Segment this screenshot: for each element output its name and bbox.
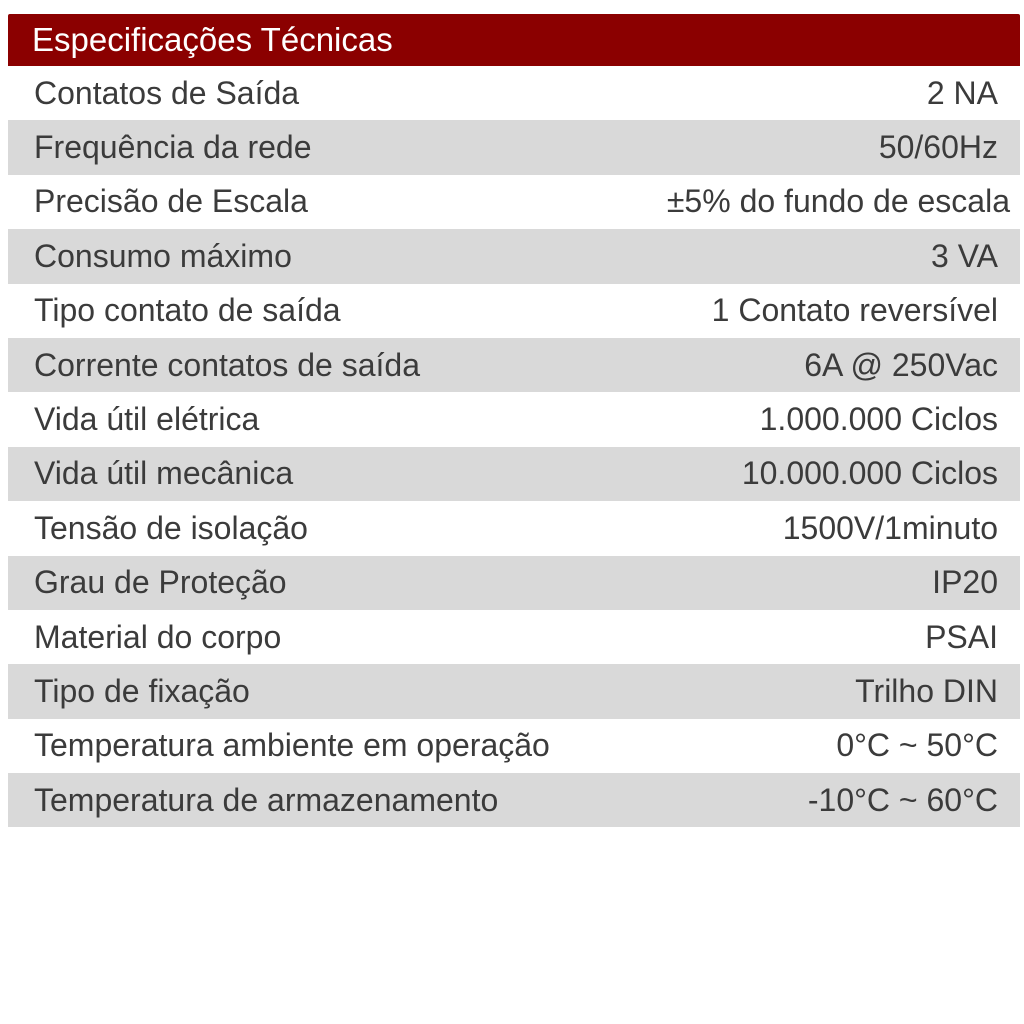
row-value: Trilho DIN [855, 672, 998, 709]
row-value: 1500V/1minuto [782, 509, 998, 546]
row-value: 50/60Hz [878, 129, 998, 166]
row-value: 1.000.000 Ciclos [759, 401, 998, 438]
table-row [8, 175, 1020, 229]
table-row [8, 773, 1020, 827]
table-row [8, 392, 1020, 446]
row-label: Consumo máximo [34, 237, 292, 274]
row-label: Material do corpo [34, 618, 282, 655]
table-row [8, 501, 1020, 555]
spec-rows [8, 66, 1020, 827]
row-label: Tipo de fixação [34, 672, 250, 709]
table-row [8, 284, 1020, 338]
row-label: Grau de Proteção [34, 564, 287, 601]
table-row [8, 229, 1020, 283]
table-row [8, 66, 1020, 120]
table-row [8, 120, 1020, 174]
table-row [8, 664, 1020, 718]
row-label: Tipo contato de saída [34, 292, 341, 329]
row-value: 10.000.000 Ciclos [741, 455, 998, 492]
row-label: Temperatura ambiente em operação [34, 727, 550, 764]
table-title: Especificações Técnicas [8, 14, 1020, 66]
row-label: Corrente contatos de saída [34, 346, 421, 383]
row-label: Tensão de isolação [34, 509, 308, 546]
table-row [8, 719, 1020, 773]
row-value: PSAI [925, 618, 998, 655]
table-row [8, 610, 1020, 664]
row-label: Vida útil mecânica [34, 455, 294, 492]
row-value: 3 VA [931, 237, 998, 274]
table-row [8, 338, 1020, 392]
row-value: 0°C ~ 50°C [836, 727, 998, 764]
row-label: Contatos de Saída [34, 74, 300, 111]
row-value: 2 NA [926, 74, 998, 111]
row-label: Frequência da rede [34, 129, 312, 166]
row-label: Temperatura de armazenamento [34, 781, 499, 818]
row-value: IP20 [932, 564, 998, 601]
table-row [8, 447, 1020, 501]
spec-table [8, 14, 1020, 827]
table-row [8, 556, 1020, 610]
row-value: 6A @ 250Vac [804, 346, 998, 383]
row-value: 1 Contato reversível [711, 292, 998, 329]
row-label: Precisão de Escala [34, 183, 308, 220]
row-value: -10°C ~ 60°C [807, 781, 998, 818]
row-value: ±5% do fundo de escala [666, 183, 1010, 220]
row-label: Vida útil elétrica [34, 401, 260, 438]
